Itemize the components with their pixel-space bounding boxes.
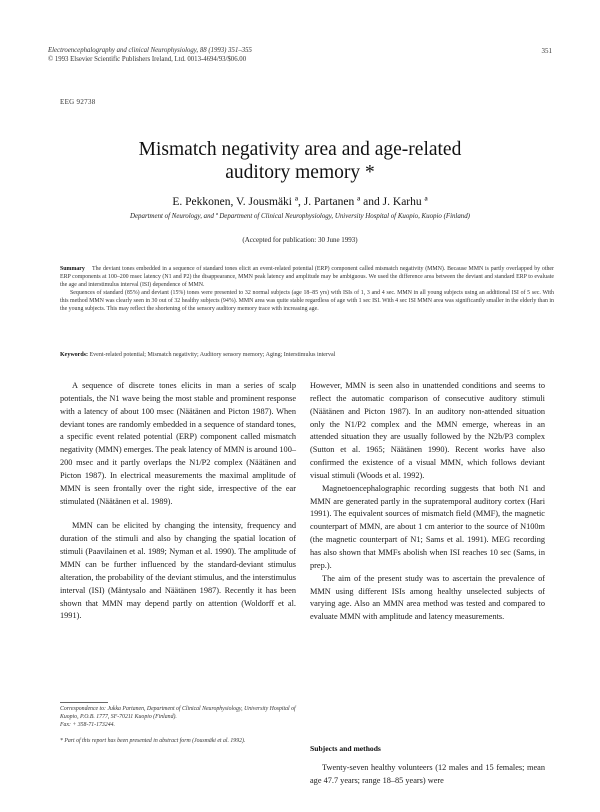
right-paragraph-3: The aim of the present study was to ascertain the prevalence of MMN using different ISIs among healthy unselected subjects of varying age. Also an MMN area method was tested and compared to evaluate MMN with amplitude and latency measurements. <box>310 573 545 622</box>
right-paragraph-4: Twenty-seven healthy volunteers (12 males and 15 females; mean age 47.7 years; range 18–85 years) were <box>310 763 545 785</box>
title-line-2: auditory memory * <box>225 162 375 183</box>
footnote-rule <box>60 702 108 703</box>
footnote-correspondence: Correspondence to: Jukka Partanen, Department of Clinical Neurophysiology, University Hospital of Kuopio, P.O.B. 1777, SF-70211 Kuopio (Finland). <box>60 706 296 720</box>
page-number: 351 <box>541 47 552 55</box>
right-paragraph-2: Magnetoencephalographic recording suggests that both N1 and MMN are generated partly in the supratemporal auditory cortex (Hari 1991). The equivalent sources of mismatch field (MMF), the magnetic counterpart of MMN, are about 1 cm anterior to the source of N100m (the magnetic counterpart of N1; Sams et al. 1991). MEG recording has also shown that MMFs abolish when ISI reaches 10 sec (Sams, in prep.). <box>310 483 545 570</box>
footnote-star: * Part of this report has been presented in abstract form (Jousmäki et al. 1992). <box>60 737 246 744</box>
title-line-1: Mismatch negativity area and age-related <box>138 139 462 160</box>
left-column <box>60 380 296 623</box>
abstract-paragraph-2: Sequences of standard (85%) and deviant (15%) tones were presented to 32 normal subjects (age 18–85 yrs) with ISIs of 1, 3 and 4 sec. MMN in all young subjects using an additional ISI of 5 sec. With this method MMN was clearly seen in 30 out of 32 healthy subjects (94%). MMN area was quite stable regardless of age with 1 sec ISI. With 4 sec ISI MMN area was significantly smaller in the elderly than in the young subjects. This may reflect the shortening of the sensory auditory memory trace with increasing age. <box>60 289 554 312</box>
keywords-label: Keywords: <box>60 352 88 358</box>
abstract <box>60 266 554 313</box>
footnote-fax: Fax: + 358-71-173244. <box>60 721 115 728</box>
abstract-paragraph-1 <box>60 266 554 290</box>
right-paragraph-1: However, MMN is seen also in unattended conditions and seems to reflect the automatic comparison of consecutive auditory stimuli (Näätänen and Picton 1987). In an auditory non-attended situation only the N1/P2 complex and the MMN emerge, whereas in an attended situation they are usually followed by the N2b/P3 complex (Sutton et al. 1965; Näätänen 1990). Recent works have also confirmed the existence of a visual MMN, which follows deviant visual stimuli (Woods et al. 1992). <box>310 381 545 480</box>
affiliation: Department of Neurology, and ª Department of Clinical Neurophysiology, University Hospital of Kuopio, Kuopio (Finland) <box>130 213 470 220</box>
copyright-line: © 1993 Elsevier Scientific Publishers Ireland, Ltd. 0013-4694/93/$06.00 <box>48 56 247 63</box>
section-heading: Subjects and methods <box>310 744 381 753</box>
accepted-date: (Accepted for publication: 30 June 1993) <box>242 236 358 244</box>
right-column-methods <box>310 762 545 788</box>
abstract-label: Summary <box>60 266 85 272</box>
article-code: EEG 92738 <box>60 98 96 106</box>
authors: E. Pekkonen, V. Jousmäki ª, J. Partanen ª and J. Karhu ª <box>172 196 428 208</box>
journal-citation: Electroencephalography and clinical Neurophysiology, 88 (1993) 351–355 <box>48 47 252 54</box>
left-paragraph-2: MMN can be elicited by changing the intensity, frequency and duration of the stimuli and also by changing the spatial location of stimuli (Paavilainen et al. 1989; Nyman et al. 1990). The amplitude of MMN can be further influenced by the standard-deviant stimulus alteration, the probability of the deviant stimulus, and the interstimulus interval (ISI) (Mäntysalo and Näätänen 1987). Recently it has been shown that MMN may depend partly on attention (Woldorff et al. 1991). <box>60 521 296 621</box>
abstract-text-1: The deviant tones embedded in a sequence of standard tones elicit an event-related potential (ERP) component called mismatch negativity (MMN). Because MMN is partly overlapped by other ERP components at 100–200 msec latency (N1 and P2) the disappearance, MMN peak latency and amplitude may be ambiguous. We used the difference area between the deviant and standard ERP to evaluate the age and interstimulus interval (ISI) dependence of MMN. <box>60 266 555 288</box>
right-column <box>310 380 545 624</box>
footnotes <box>60 706 296 746</box>
keywords-text: Event-related potential; Mismatch negativity; Auditory sensory memory; Aging; Interstimulus interval <box>89 352 336 358</box>
left-paragraph-1: A sequence of discrete tones elicits in man a series of scalp potentials, the N1 wave being the most stable and prominent response with a latency of about 100 msec (Näätänen and Picton 1987). When deviant tones are randomly embedded in a sequence of standard tones, a specific event related potential (ERP) component called mismatch negativity (MMN) emerges. The peak latency of MMN is around 100–200 msec and it partly overlaps the N1/P2 complex (Näätänen and Picton 1987). In electrical measurements the maximal amplitude of MMN is seen frontally over the right side, irrespective of the ear stimulated (Näätänen et al. 1989). <box>60 381 296 506</box>
article-title <box>60 138 540 184</box>
keywords <box>60 352 554 358</box>
